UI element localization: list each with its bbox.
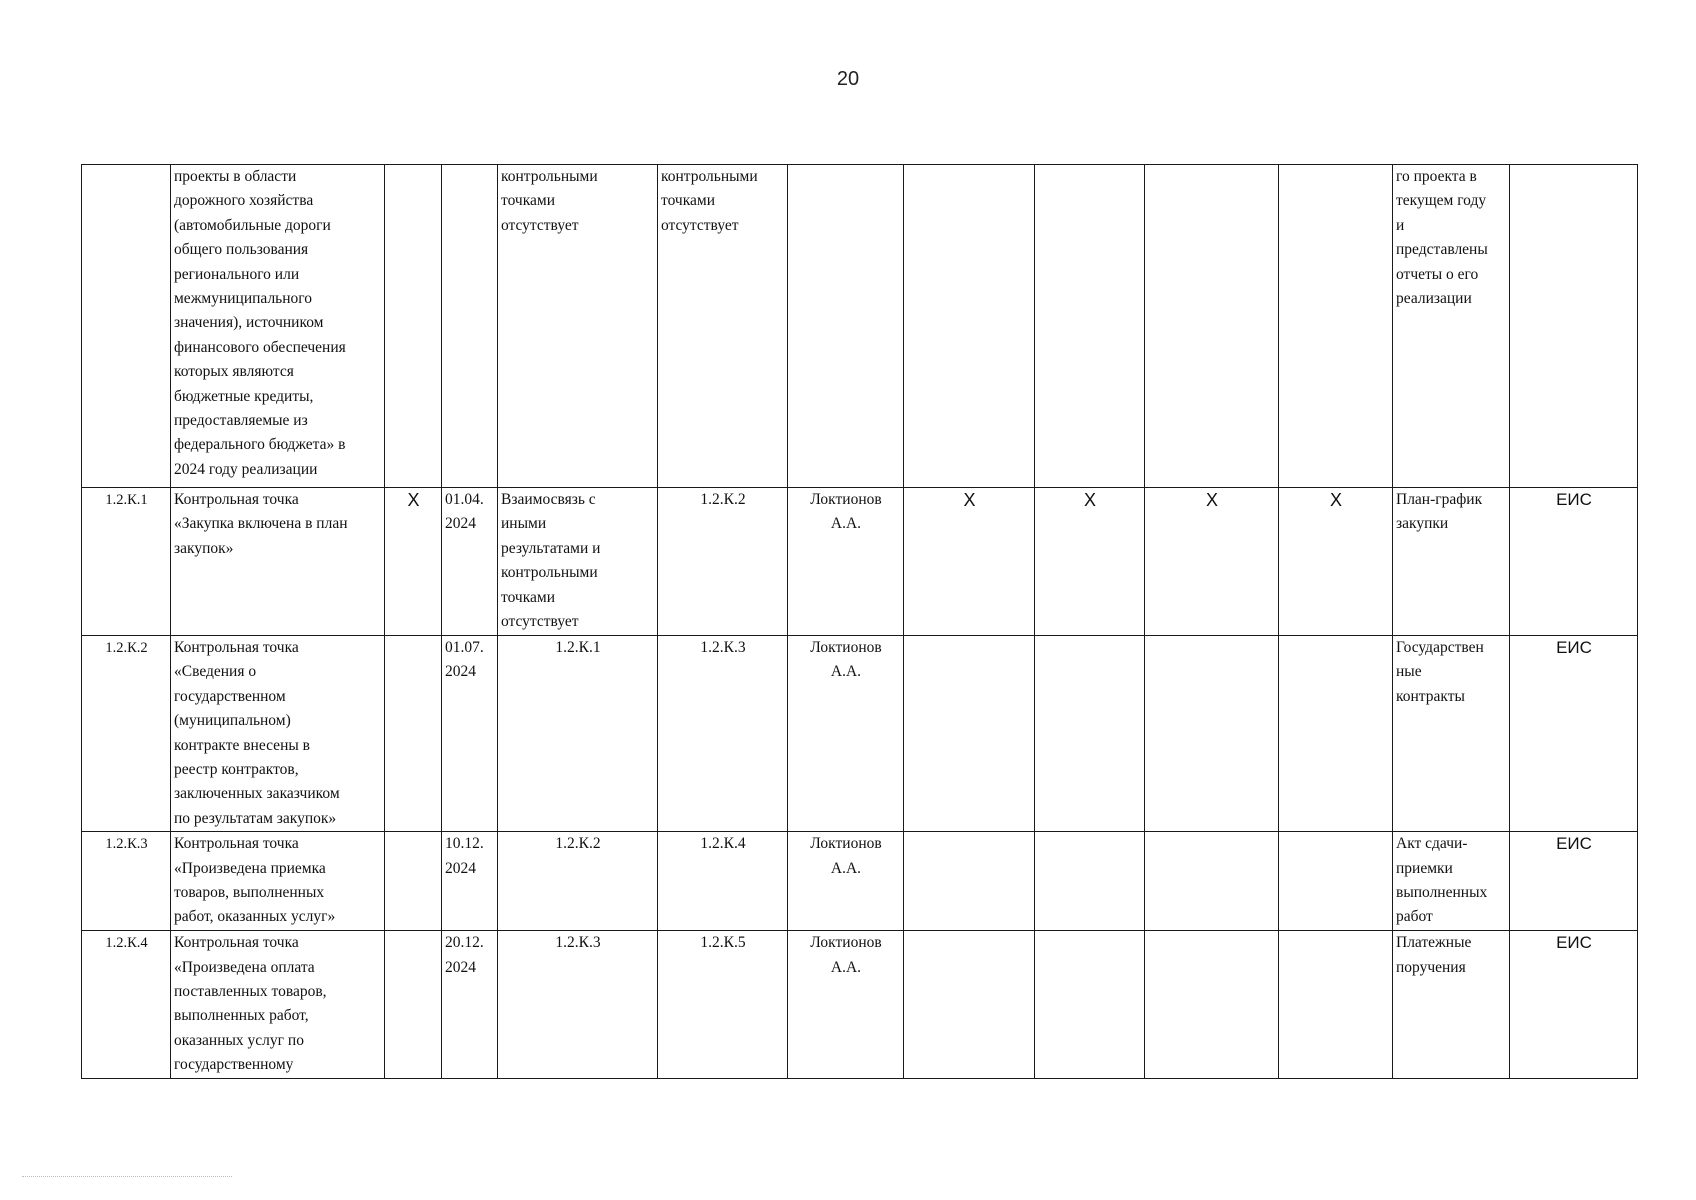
- row-cell-4: Х: [1279, 488, 1393, 636]
- row-cell-1: [904, 636, 1035, 832]
- row-predecessor: Взаимосвязь с иными результатами и контрольными точками отсутствует: [498, 488, 658, 636]
- row-document: Акт сдачи- приемки выполненных работ: [1393, 832, 1510, 931]
- row-cell-4: [1279, 165, 1393, 488]
- row-responsible: [788, 165, 904, 488]
- row-system: ЕИС: [1510, 636, 1638, 832]
- row-cell-4: [1279, 832, 1393, 931]
- row-document: Платежные поручения: [1393, 931, 1510, 1078]
- row-responsible: Локтионов А.А.: [788, 636, 904, 832]
- row-cell-1: [904, 165, 1035, 488]
- row-cell-1: [904, 931, 1035, 1078]
- row-cell-2: [1035, 636, 1145, 832]
- row-x-mark: [385, 165, 442, 488]
- row-x-mark: [385, 636, 442, 832]
- row-predecessor: 1.2.К.3: [498, 931, 658, 1078]
- row-id: 1.2.К.1: [82, 488, 171, 636]
- row-predecessor: 1.2.К.2: [498, 832, 658, 931]
- row-id: 1.2.К.4: [82, 931, 171, 1078]
- row-name: Контрольная точка «Сведения о государственном (муниципальном) контракте внесены в реестр контрактов, заключенных заказчиком по результатам закупок»: [171, 636, 385, 832]
- control-points-table: [81, 164, 1638, 1079]
- row-id: 1.2.К.2: [82, 636, 171, 832]
- row-document: Государствен ные контракты: [1393, 636, 1510, 832]
- row-date: 01.04. 2024: [442, 488, 498, 636]
- row-cell-3: [1145, 165, 1279, 488]
- page-number: 20: [836, 68, 860, 90]
- row-system: ЕИС: [1510, 931, 1638, 1078]
- row-name: Контрольная точка «Закупка включена в план закупок»: [171, 488, 385, 636]
- row-id: [82, 165, 171, 488]
- row-x-mark: Х: [385, 488, 442, 636]
- row-cell-3: [1145, 931, 1279, 1078]
- row-system: ЕИС: [1510, 832, 1638, 931]
- row-id: 1.2.К.3: [82, 832, 171, 931]
- table-row: [82, 931, 1638, 1078]
- row-name: Контрольная точка «Произведена приемка товаров, выполненных работ, оказанных услуг»: [171, 832, 385, 931]
- row-cell-3: [1145, 832, 1279, 931]
- table-row: [82, 832, 1638, 931]
- row-document: го проекта в текущем году и представлены отчеты о его реализации: [1393, 165, 1510, 488]
- row-cell-4: [1279, 636, 1393, 832]
- row-x-mark: [385, 832, 442, 931]
- row-successor: 1.2.К.4: [658, 832, 788, 931]
- row-cell-2: Х: [1035, 488, 1145, 636]
- scan-artifact: [22, 1176, 232, 1179]
- row-name: проекты в области дорожного хозяйства (автомобильные дороги общего пользования регионального или межмуниципального значения), источником финансового обеспечения которых являются бюджетные кредиты, предоставляемые из федерального бюджета» в 2024 году реализации: [171, 165, 385, 488]
- row-system: [1510, 165, 1638, 488]
- row-cell-2: [1035, 931, 1145, 1078]
- row-date: [442, 165, 498, 488]
- row-date: 20.12. 2024: [442, 931, 498, 1078]
- table-row: [82, 636, 1638, 832]
- row-responsible: Локтионов А.А.: [788, 832, 904, 931]
- row-successor: 1.2.К.5: [658, 931, 788, 1078]
- row-x-mark: [385, 931, 442, 1078]
- row-name: Контрольная точка «Произведена оплата поставленных товаров, выполненных работ, оказанных услуг по государственному: [171, 931, 385, 1078]
- row-cell-3: [1145, 636, 1279, 832]
- row-date: 10.12. 2024: [442, 832, 498, 931]
- row-successor: контрольными точками отсутствует: [658, 165, 788, 488]
- row-cell-3: Х: [1145, 488, 1279, 636]
- row-system: ЕИС: [1510, 488, 1638, 636]
- row-predecessor: 1.2.К.1: [498, 636, 658, 832]
- row-document: План-график закупки: [1393, 488, 1510, 636]
- row-date: 01.07. 2024: [442, 636, 498, 832]
- row-cell-4: [1279, 931, 1393, 1078]
- row-predecessor: контрольными точками отсутствует: [498, 165, 658, 488]
- row-responsible: Локтионов А.А.: [788, 488, 904, 636]
- table-row: [82, 165, 1638, 488]
- row-successor: 1.2.К.3: [658, 636, 788, 832]
- row-cell-1: [904, 832, 1035, 931]
- row-cell-1: Х: [904, 488, 1035, 636]
- row-successor: 1.2.К.2: [658, 488, 788, 636]
- table-row: [82, 488, 1638, 636]
- row-cell-2: [1035, 165, 1145, 488]
- row-responsible: Локтионов А.А.: [788, 931, 904, 1078]
- row-cell-2: [1035, 832, 1145, 931]
